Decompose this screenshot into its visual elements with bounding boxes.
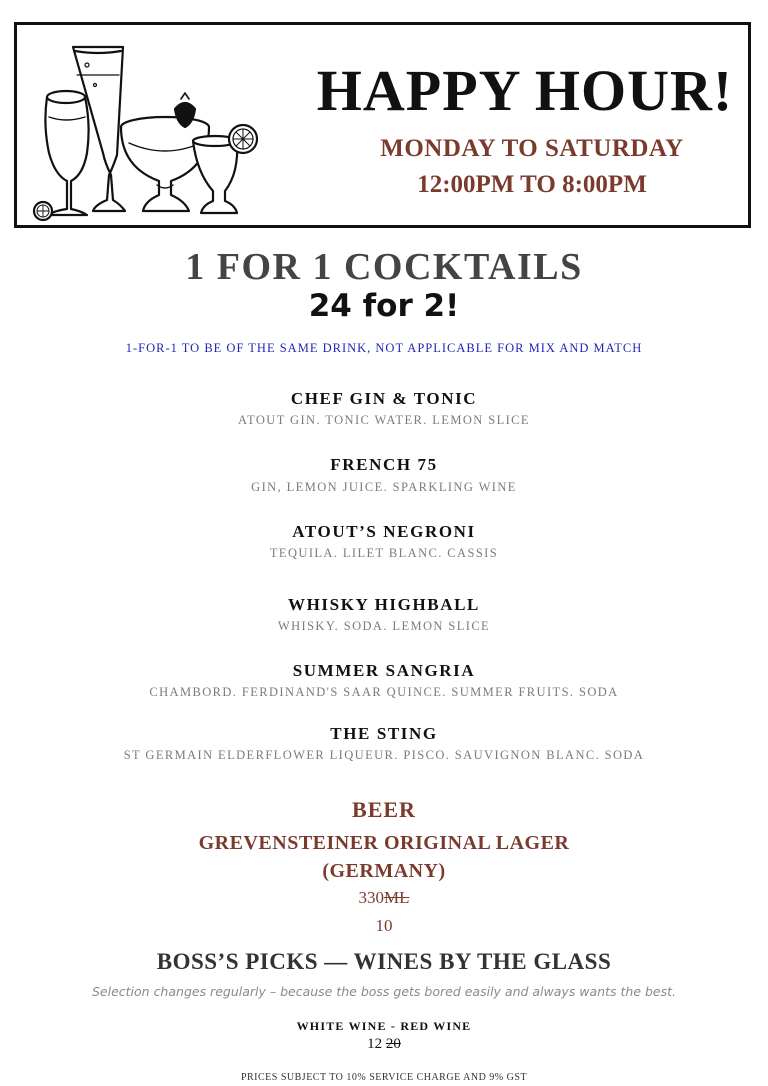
drink-name: THE STING <box>330 724 438 743</box>
wine-label: WHITE WINE - RED WINE <box>296 1019 472 1033</box>
wine-price-struck: 20 <box>385 1036 401 1052</box>
drink-description: WHISKY. SODA. LEMON SLICE <box>277 619 491 633</box>
drink-name: ATOUT’S NEGRONI <box>292 522 476 541</box>
beer-heading: BEER <box>352 797 416 822</box>
happy-hour-hours: 12:00PM TO 8:00PM <box>417 171 647 198</box>
wines-subtitle: Selection changes regularly – because the boss gets bored easily and always wants the best. <box>91 984 676 999</box>
wine-price-current: 12 <box>367 1036 383 1052</box>
beer-size-unit: ML <box>384 888 410 907</box>
beer-size-number: 330 <box>358 888 384 907</box>
happy-hour-title: HAPPY HOUR! <box>316 58 734 123</box>
footer-note: PRICES SUBJECT TO 10% SERVICE CHARGE AND 9% GST <box>240 1072 528 1083</box>
wine-price <box>0 1036 768 1053</box>
drink-name: FRENCH 75 <box>330 455 438 474</box>
beer-price: 10 <box>375 916 393 935</box>
drink-description: ST GERMAIN ELDERFLOWER LIQUEUR. PISCO. SAUVIGNON BLANC. SODA <box>123 748 645 762</box>
cocktail-glasses-icon <box>25 35 263 223</box>
drink-description: CHAMBORD. FERDINAND'S SAAR QUINCE. SUMMER FRUITS. SODA <box>149 685 619 699</box>
beer-origin: (GERMANY) <box>322 860 446 882</box>
beer-name: GREVENSTEINER ORIGINAL LAGER <box>198 832 570 854</box>
drink-description: TEQUILA. LILET BLANC. CASSIS <box>269 546 499 560</box>
beer-size <box>0 888 768 908</box>
wines-heading: BOSS’S PICKS — WINES BY THE GLASS <box>156 949 612 974</box>
drink-name: CHEF GIN & TONIC <box>290 389 478 408</box>
drink-name: WHISKY HIGHBALL <box>288 595 480 614</box>
cocktails-heading: 1 FOR 1 COCKTAILS <box>185 246 583 288</box>
drink-description: ATOUT GIN. TONIC WATER. LEMON SLICE <box>238 413 530 427</box>
cocktails-note: 1-FOR-1 TO BE OF THE SAME DRINK, NOT APPLICABLE FOR MIX AND MATCH <box>125 341 643 355</box>
happy-hour-days: MONDAY TO SATURDAY <box>380 135 684 162</box>
cocktails-promo: 24 for 2! <box>308 288 460 324</box>
header-box <box>14 22 751 228</box>
drink-name: SUMMER SANGRIA <box>292 661 476 680</box>
drink-description: GIN, LEMON JUICE. SPARKLING WINE <box>251 480 517 494</box>
